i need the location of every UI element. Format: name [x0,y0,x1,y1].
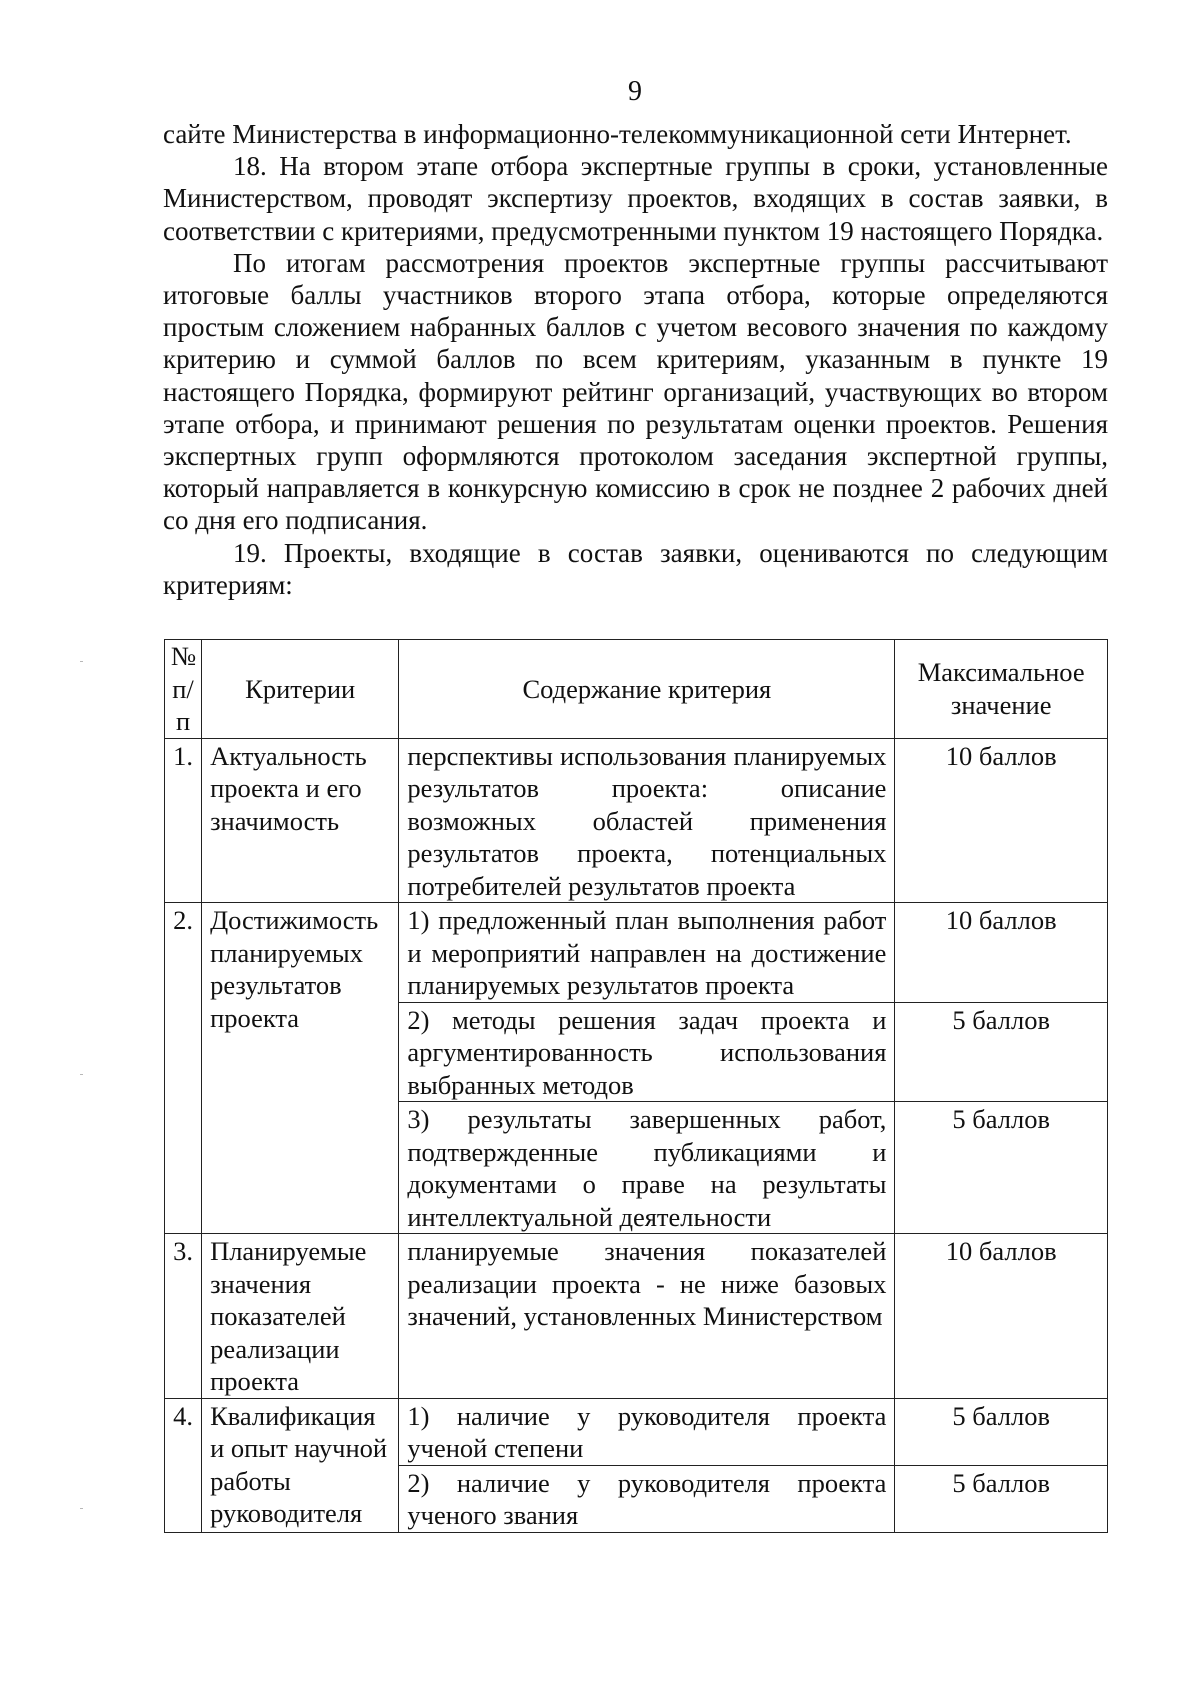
paragraph: По итогам рассмотрения проектов экспертные группы рассчитывают итоговые баллы участников второго этапа отбора, которые определяются простым сложением набранных баллов с учетом весового значения по каждому критерию и суммой баллов по всем критериям, указанным в пункте 19 настоящего Порядка, формируют рейтинг организаций, участвующих во втором этапе отбора, и принимают решения по результатам оценки проектов. Решения экспертных групп оформляются протоколом заседания экспертной группы, который направляется в конкурсную комиссию в срок не позднее 2 рабочих дней со дня его подписания. [163,247,1108,536]
criteria-table [164,639,1108,1533]
scan-margin-mark [80,661,83,662]
header-number-line1: № [171,641,197,671]
max-score: 10 баллов [895,1234,1108,1399]
max-score: 5 баллов [895,1102,1108,1234]
row-number: 2. [165,903,202,1234]
criterion-content: 1) предложенный план выполнения работ и мероприятий направлен на достижение планируемых результатов проекта [399,903,895,1003]
max-score: 5 баллов [895,1398,1108,1465]
criterion-content: планируемые значения показателей реализации проекта - не ниже базовых значений, установленных Министерством [399,1234,895,1399]
criterion-content: 2) наличие у руководителя проекта ученого звания [399,1465,895,1532]
table-header-row [165,640,1108,739]
header-max [895,640,1108,739]
table-row [165,1234,1108,1399]
header-max-line1: Максимальное [917,657,1085,688]
page-number: 9 [628,76,642,107]
table-row [165,738,1108,903]
header-number-line2: п/п [172,673,194,736]
paragraph: 18. На втором этапе отбора экспертные группы в сроки, установленные Министерством, проводят экспертизу проектов, входящих в состав заявки, в соответствии с критериями, предусмотренными пунктом 19 настоящего Порядка. [163,151,1108,246]
max-score: 5 баллов [895,1465,1108,1532]
max-score: 5 баллов [895,1002,1108,1102]
criterion-name: Квалификация и опыт научной работы руководителя [202,1398,399,1532]
row-number: 1. [165,738,202,903]
criterion-content: 2) методы решения задач проекта и аргументированность использования выбранных методов [399,1002,895,1102]
criterion-name: Планируемые значения показателей реализации проекта [202,1234,399,1399]
scan-margin-mark [80,1074,83,1075]
header-criteria: Критерии [202,640,399,739]
criterion-name: Достижимость планируемых результатов проекта [202,903,399,1234]
header-content: Содержание критерия [399,640,895,739]
body-text [163,118,1108,601]
paragraph: сайте Министерства в информационно-телекоммуникационной сети Интернет. [163,119,1072,149]
scan-margin-mark [80,1508,83,1509]
header-number [165,640,202,739]
criterion-content: перспективы использования планируемых результатов проекта: описание возможных областей применения результатов проекта, потенциальных потребителей результатов проекта [399,738,895,903]
criterion-content: 1) наличие у руководителя проекта ученой степени [399,1398,895,1465]
header-max-line2: значение [950,689,1052,720]
max-score: 10 баллов [895,738,1108,903]
paragraph: 19. Проекты, входящие в состав заявки, оцениваются по следующим критериям: [163,537,1108,600]
max-score: 10 баллов [895,903,1108,1003]
criterion-content: 3) результаты завершенных работ, подтвержденные публикациями и документами о праве на результаты интеллектуальной деятельности [399,1102,895,1234]
table-row [165,903,1108,1003]
row-number: 4. [165,1398,202,1532]
table-row [165,1398,1108,1465]
row-number: 3. [165,1234,202,1399]
criterion-name: Актуальность проекта и его значимость [202,738,399,903]
